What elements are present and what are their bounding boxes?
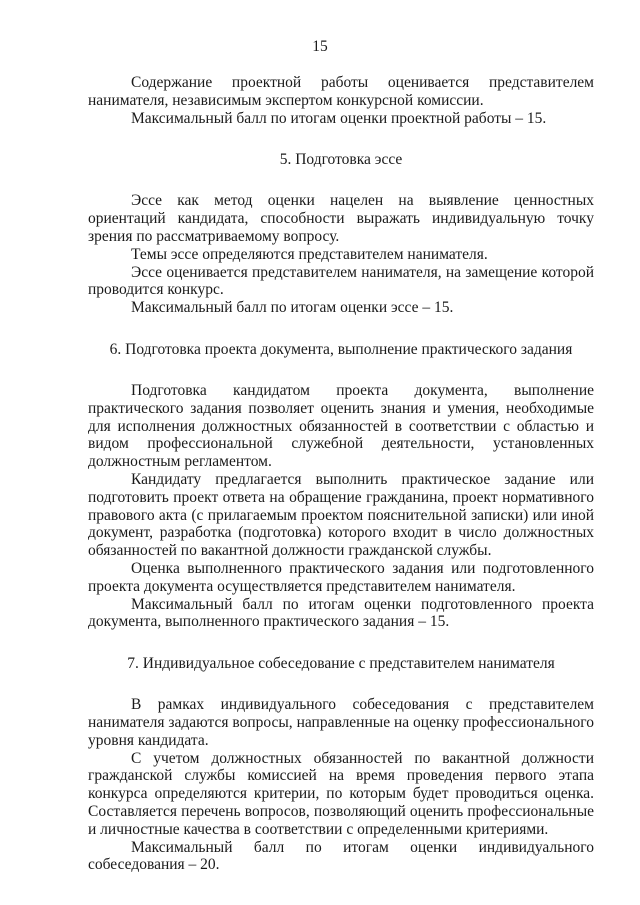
document-body: [88, 74, 594, 874]
paragraph: В рамках индивидуального собеседования с представителем нанимателя задаются вопросы, направленные на оценку профессионального уровня кандидата.: [88, 696, 594, 749]
paragraph: Эссе оценивается представителем нанимателя, на замещение которой проводится конкурс.: [88, 263, 594, 299]
section-heading: 7. Индивидуальное собеседование с представителем нанимателя: [127, 655, 555, 673]
paragraph: Кандидату предлагается выполнить практическое задание или подготовить проект ответа на обращение гражданина, проект нормативного правового акта (с прилагаемым проектом пояснительной записки) или иной документ, разработка (подготовка) которого входит в число должностных обязанностей по вакантной должности гражданской службы.: [88, 470, 594, 560]
section-heading: 6. Подготовка проекта документа, выполнение практического задания: [109, 340, 573, 358]
paragraph: С учетом должностных обязанностей по вакантной должности гражданской службы комиссией на время проведения первого этапа конкурса определяются критерии, по которым будет проводиться оценка. Составляется перечень вопросов, позволяющий оценить профессиональные и личностные качества в соответствии с определенными критериями.: [88, 749, 594, 838]
paragraph: Максимальный балл по итогам оценки эссе – 15.: [131, 299, 454, 317]
paragraph: Максимальный балл по итогам оценки проектной работы – 15.: [131, 109, 547, 127]
paragraph: Содержание проектной работы оценивается представителем нанимателя, независимым экспертом конкурсной комиссии.: [88, 74, 594, 109]
paragraph: Эссе как метод оценки нацелен на выявление ценностных ориентаций кандидата, способности выражать индивидуальную точку зрения по рассматриваемому вопросу.: [88, 192, 594, 245]
paragraph: Темы эссе определяются представителем нанимателя.: [131, 245, 488, 263]
section-heading: 5. Подготовка эссе: [279, 151, 403, 169]
paragraph: Максимальный балл по итогам оценки индивидуального собеседования – 20.: [88, 838, 594, 874]
paragraph: Оценка выполненного практического задания или подготовленного проекта документа осуществляется представителем нанимателя.: [88, 559, 594, 595]
paragraph: Максимальный балл по итогам оценки подготовленного проекта документа, выполненного практического задания – 15.: [88, 595, 594, 631]
paragraph: Подготовка кандидатом проекта документа, выполнение практического задания позволяет оценить знания и умения, необходимые для исполнения должностных обязанностей в соответствии с областью и видом профессиональной служебной деятельности, установленных должностным регламентом.: [88, 381, 594, 471]
page-number: 15: [312, 38, 328, 55]
